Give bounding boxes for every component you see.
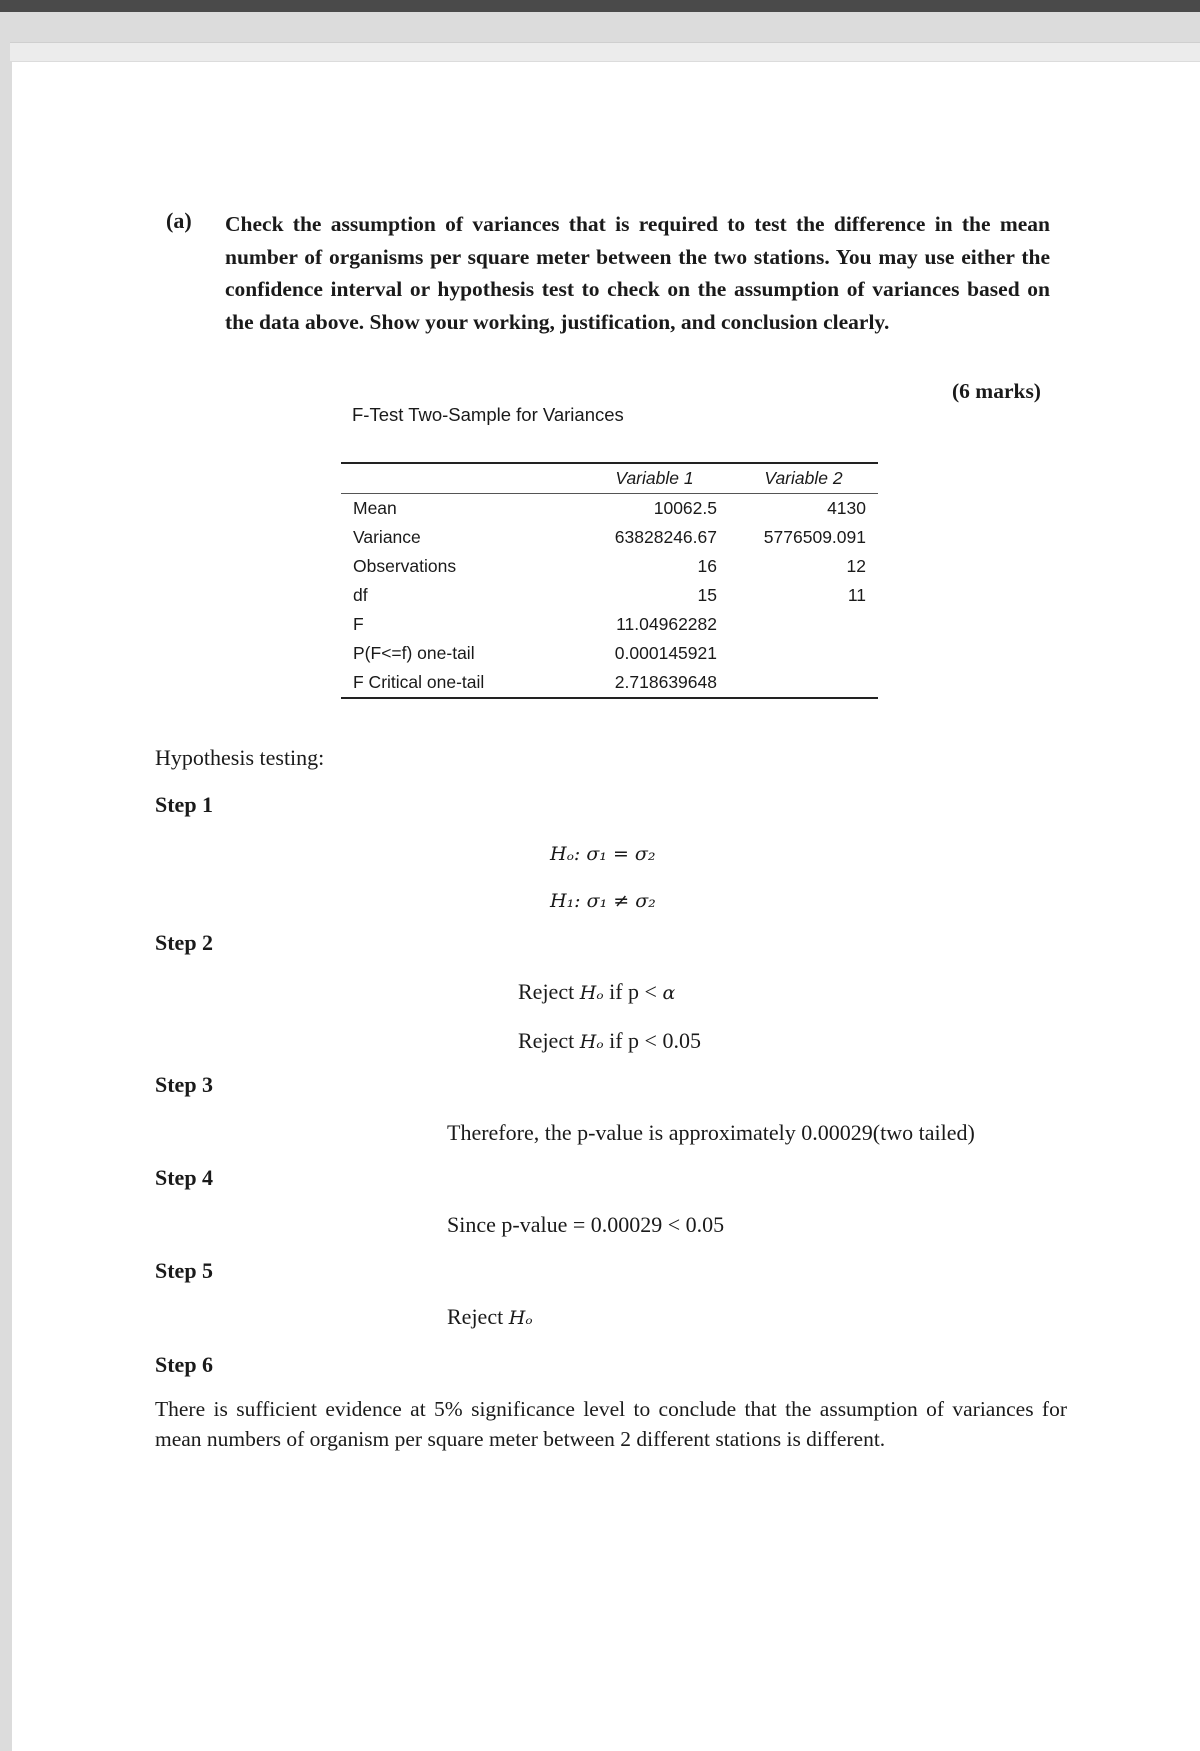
ftest-header-variable2: Variable 2 [729,463,878,494]
variable2-value: 11 [847,585,866,605]
rule-condition: if p < 0.05 [609,1028,701,1053]
hypothesis-heading: Hypothesis testing: [155,745,325,770]
ftest-header-row [341,463,878,494]
table-row [341,523,878,552]
question-marks: (6 marks) [952,379,1041,403]
row-label: Mean [353,498,397,518]
ftest-title: F-Test Two-Sample for Variances [352,404,624,425]
alpha-symbol: α [662,982,676,1004]
step1-label: Step 1 [155,792,214,817]
question-text: Check the assumption of variances that is required to test the difference in the mean number of organisms per square meter between the two stations. You may use either the confidence interval or hypothesis test to check on the assumption of variances based on the data above. Show your working, justification, and conclusion clearly. [225,212,1050,334]
variable1-value: 63828246.67 [614,527,717,547]
row-label: df [353,585,368,605]
top-border [0,0,1200,12]
h0-symbol: Hₒ [579,1031,604,1053]
variable2-value [729,639,878,668]
decision-statement [447,1304,533,1330]
question-label: (a) [166,208,192,233]
table-row [341,668,878,698]
p-value-statement: Therefore, the p-value is approximately 0.00029(two tailed) [447,1120,975,1145]
row-label: P(F<=f) one-tail [353,643,475,663]
variable1-value: 15 [697,585,717,605]
step5-label: Step 5 [155,1258,214,1283]
conclusion-text: There is sufficient evidence at 5% significance level to conclude that the assumption of variances for mean numbers of organism per square meter between 2 different stations is different. [155,1397,1067,1451]
variable1-value: 11.04962282 [616,614,717,634]
table-row [341,639,878,668]
variable1-value: 2.718639648 [580,668,729,698]
table-row [341,552,878,581]
variable1-value: 0.000145921 [614,643,717,663]
row-label: F Critical one-tail [341,668,580,698]
row-label: Observations [353,556,457,576]
ftest-header-variable1: Variable 1 [580,463,729,494]
h0-symbol: Hₒ [508,1307,533,1329]
comparison-statement: Since p-value = 0.00029 < 0.05 [447,1212,725,1237]
table-row [341,494,878,524]
null-hypothesis: Hₒ: σ₁ = σ₂ [550,843,656,865]
row-label: F [353,614,364,634]
table-row [341,581,878,610]
alternative-hypothesis: H₁: σ₁ ≠ σ₂ [550,890,656,912]
variable2-value [729,668,878,698]
rejection-rule-alpha [518,979,675,1005]
reject-word: Reject [518,979,575,1004]
row-label: Variance [353,527,421,547]
reject-word: Reject [518,1028,575,1053]
step3-label: Step 3 [155,1072,214,1097]
previous-page-edge [10,42,1200,61]
step6-label: Step 6 [155,1352,214,1377]
h0-symbol: Hₒ [579,982,604,1004]
step4-label: Step 4 [155,1165,214,1190]
ftest-header-blank [341,463,580,494]
rejection-rule-005 [518,1028,701,1054]
variable1-value: 10062.5 [653,498,717,518]
variable2-value: 4130 [827,498,866,518]
ftest-table [341,462,878,699]
reject-word: Reject [447,1304,504,1329]
step2-label: Step 2 [155,930,214,955]
rule-condition: if p < [609,979,663,1004]
variable2-value: 5776509.091 [763,527,866,547]
variable2-value [729,610,878,639]
variable2-value: 12 [846,556,866,576]
variable1-value: 16 [697,556,717,576]
table-row [341,610,878,639]
